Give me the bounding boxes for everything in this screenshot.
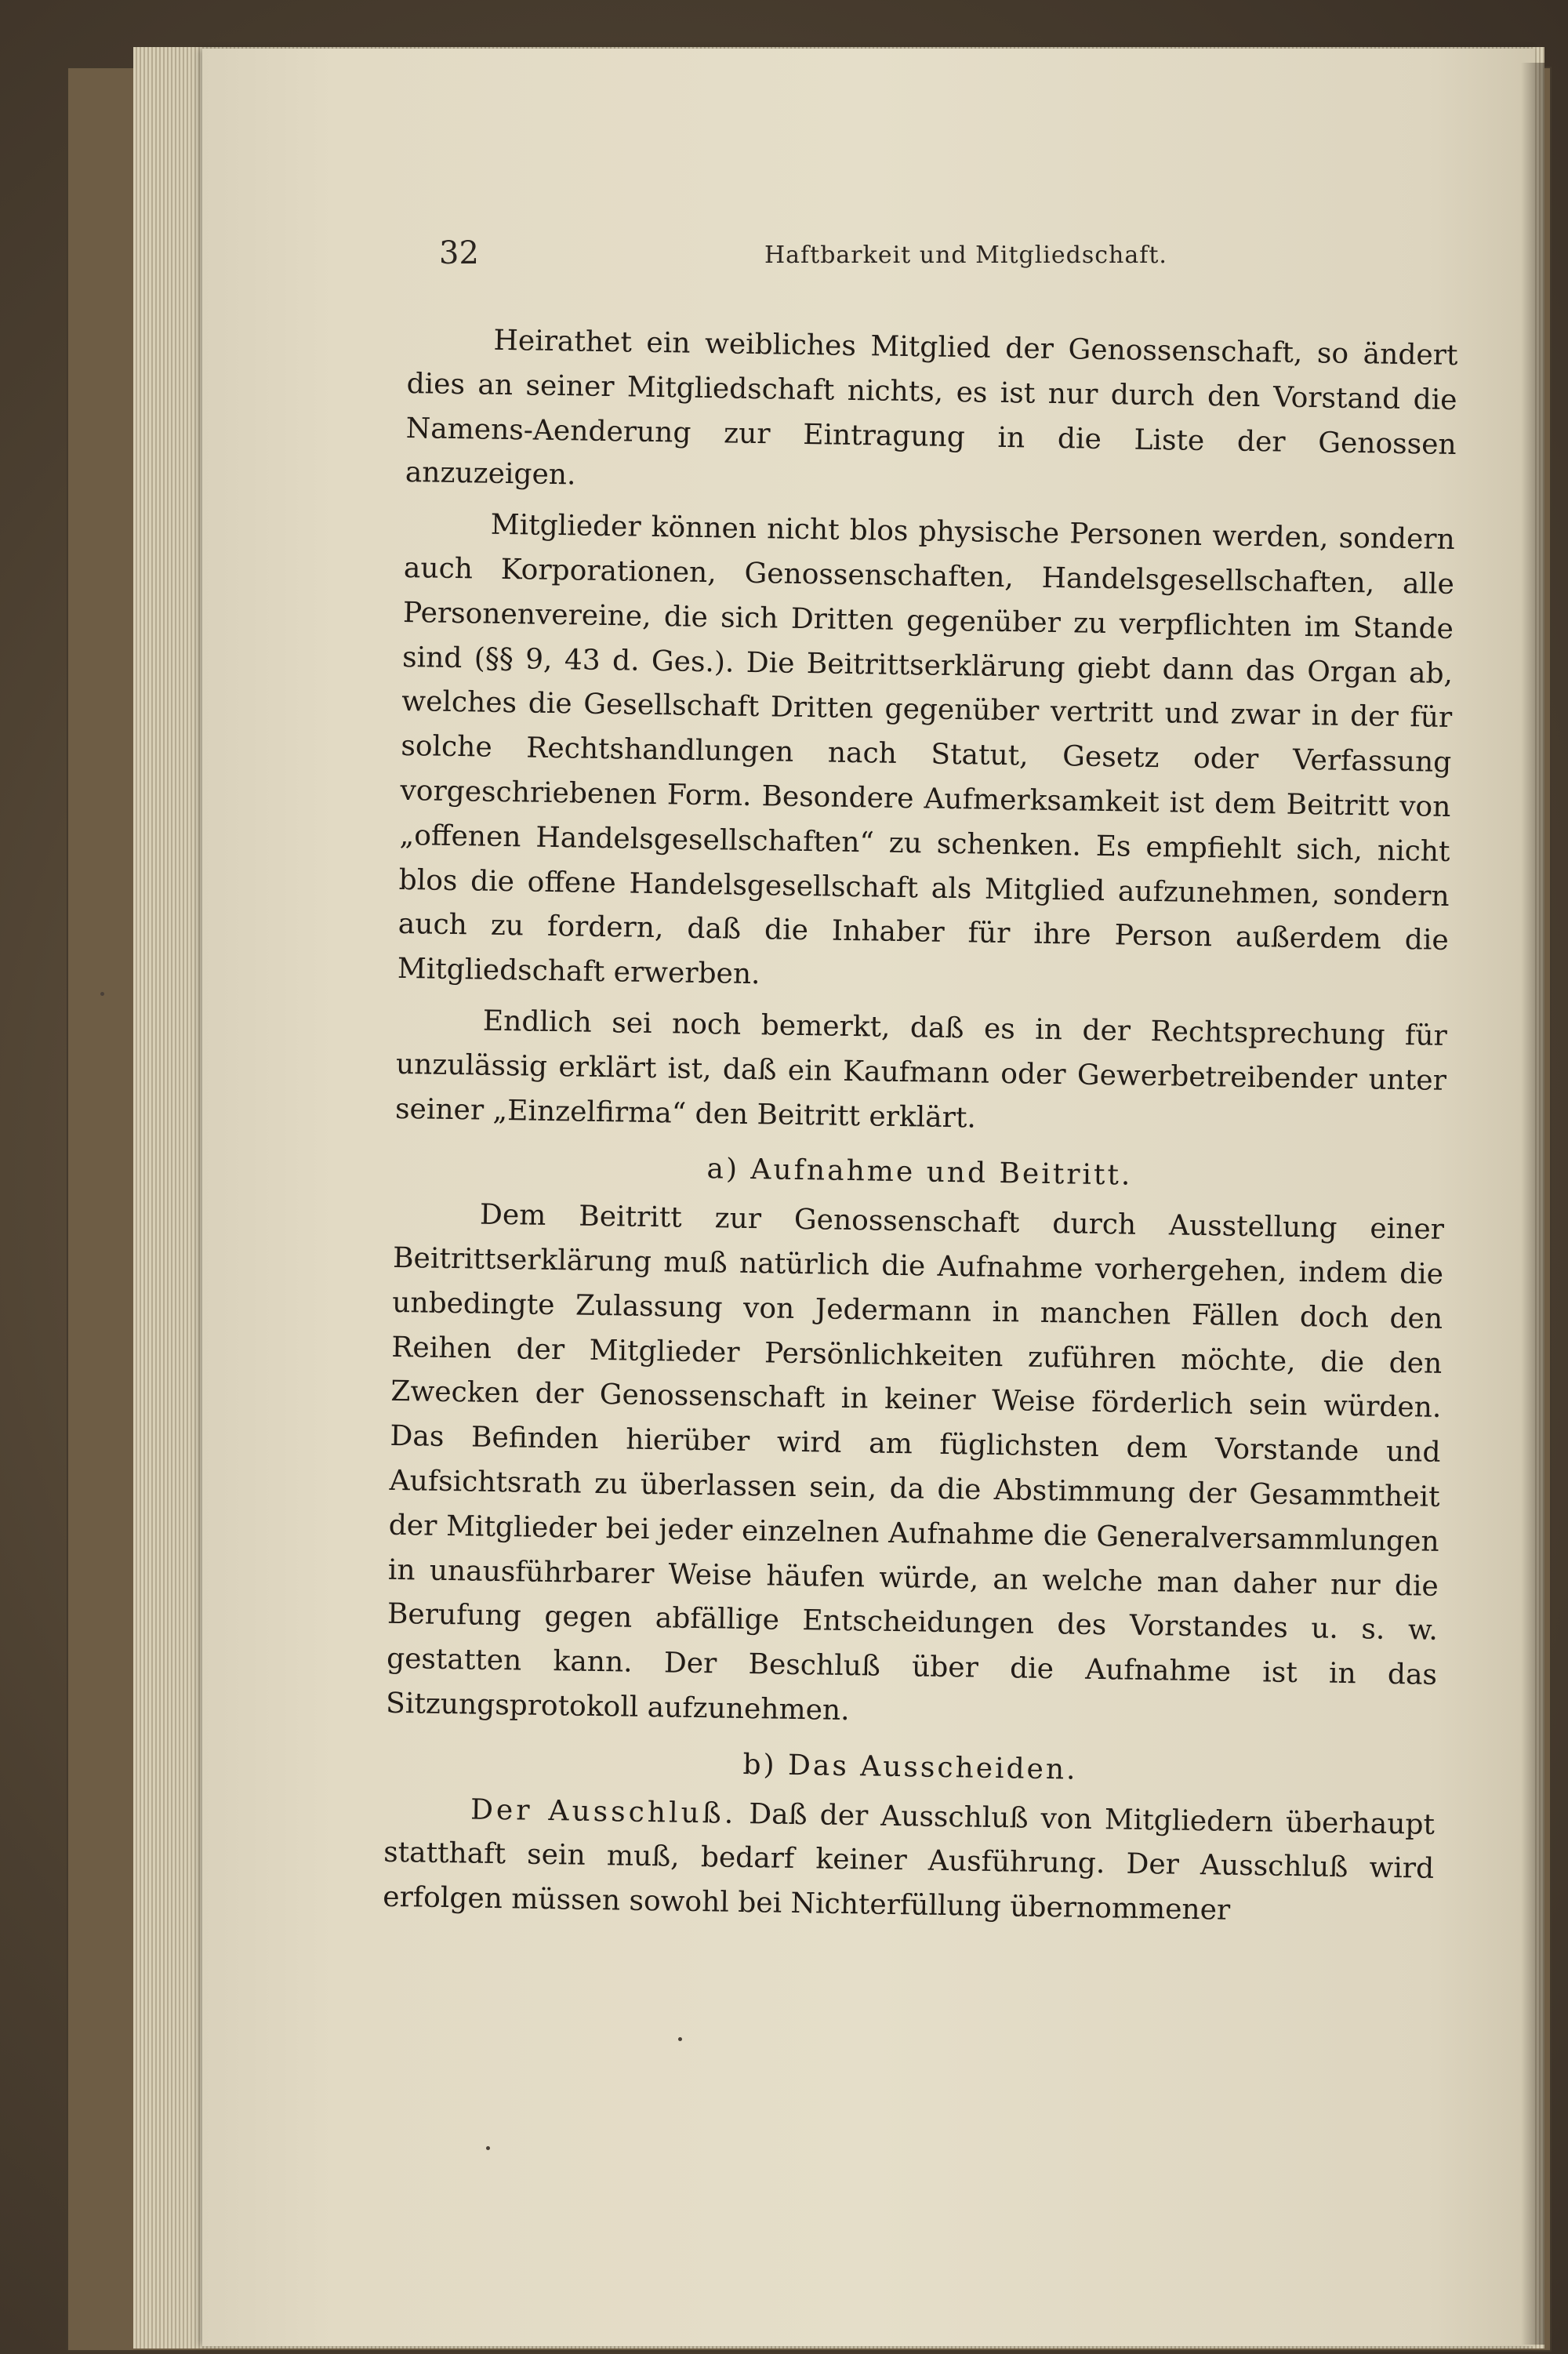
section-heading-b: b) Das Ausscheiden. [742,1748,1078,1786]
paragraph-body: Daß der Ausschluß von Mitgliedern überhaupt statthaft sein muß, bedarf keiner Ausführung. Der Ausschluß wird erfolgen müssen sowohl bei Nichterfüllung übernommener [383,1797,1436,1927]
body-text [383,318,1458,1937]
page-header [439,235,1443,282]
speck [100,992,104,996]
spine-shadow [1521,63,1544,2345]
page-number: 32 [439,235,479,271]
running-head: Haftbarkeit und Mitgliedschaft. [764,242,1167,269]
section-heading-a: a) Aufnahme und Beitritt. [706,1153,1133,1192]
paragraph: Dem Beitritt zur Genossenschaft durch Ausstellung einer Beitrittserklärung muß natürlich die Aufnahme vorhergehen, indem die unbedingte Zulassung von Jedermann in manchen Fällen doch den Reihen der Mitglieder Persönlichkeiten zuführen möchte, die den Zwecken der Genossenschaft in keiner Weise förderlich sein würden. Das Befinden hierüber wird am füglichsten dem Vorstande und Aufsichtsrath zu überlassen sein, da die Abstimmung der Gesammtheit der Mitglieder bei jeder einzelnen Aufnahme die Generalversammlungen in unausführbarer Weise häufen würde, an welche man daher nur die Berufung gegen abfällige Entscheidungen des Vorstandes u. s. w. gestatten kann. Der Beschluß über die Aufnahme ist in das Sitzungsprotokoll aufzunehmen. [385,1198,1445,1727]
speck [678,2037,682,2041]
paragraph-lead: Der Ausschluß. [470,1793,737,1830]
paragraph: Heirathet ein weibliches Mitglied der Genossenschaft, so ändert dies an seiner Mitgliedschaft nichts, es ist nur durch den Vorstand die Namens-Aenderung zur Eintragung in die Liste der Genossen anzuzeigen. [405,324,1458,492]
speck [486,2146,490,2150]
paragraph: Mitglieder können nicht blos physische Personen werden, sondern auch Korporationen, Genossenschaften, Handelsgesellschaften, alle Personenvereine, die sich Dritten gegenüber zu verpflichten im Stande sind (§§ 9, 43 d. Ges.). Die Beitrittserklärung giebt dann das Organ ab, welches die Gesellschaft Dritten gegenüber vertritt und zwar in der für solche Rechtshandlungen nach Statut, Gesetz oder Verfassung vorgeschriebenen Form. Besondere Aufmerksamkeit ist dem Beitritt von „offenen Handelsgesellschaften“ zu schenken. Es empfiehlt sich, nicht blos die offene Handelsgesellschaft als Mitglied aufzunehmen, sondern auch zu fordern, daß die Inhaber für ihre Person außerdem die Mitgliedschaft erwerben. [397,508,1456,991]
paragraph: Endlich sei noch bemerkt, daß es in der Rechtsprechung für unzulässig erklärt ist, daß ein Kaufmann oder Gewerbetreibender unter seiner „Einzelfirma“ den Beitritt erklärt. [394,1004,1448,1135]
paragraph-last [383,1786,1436,1936]
